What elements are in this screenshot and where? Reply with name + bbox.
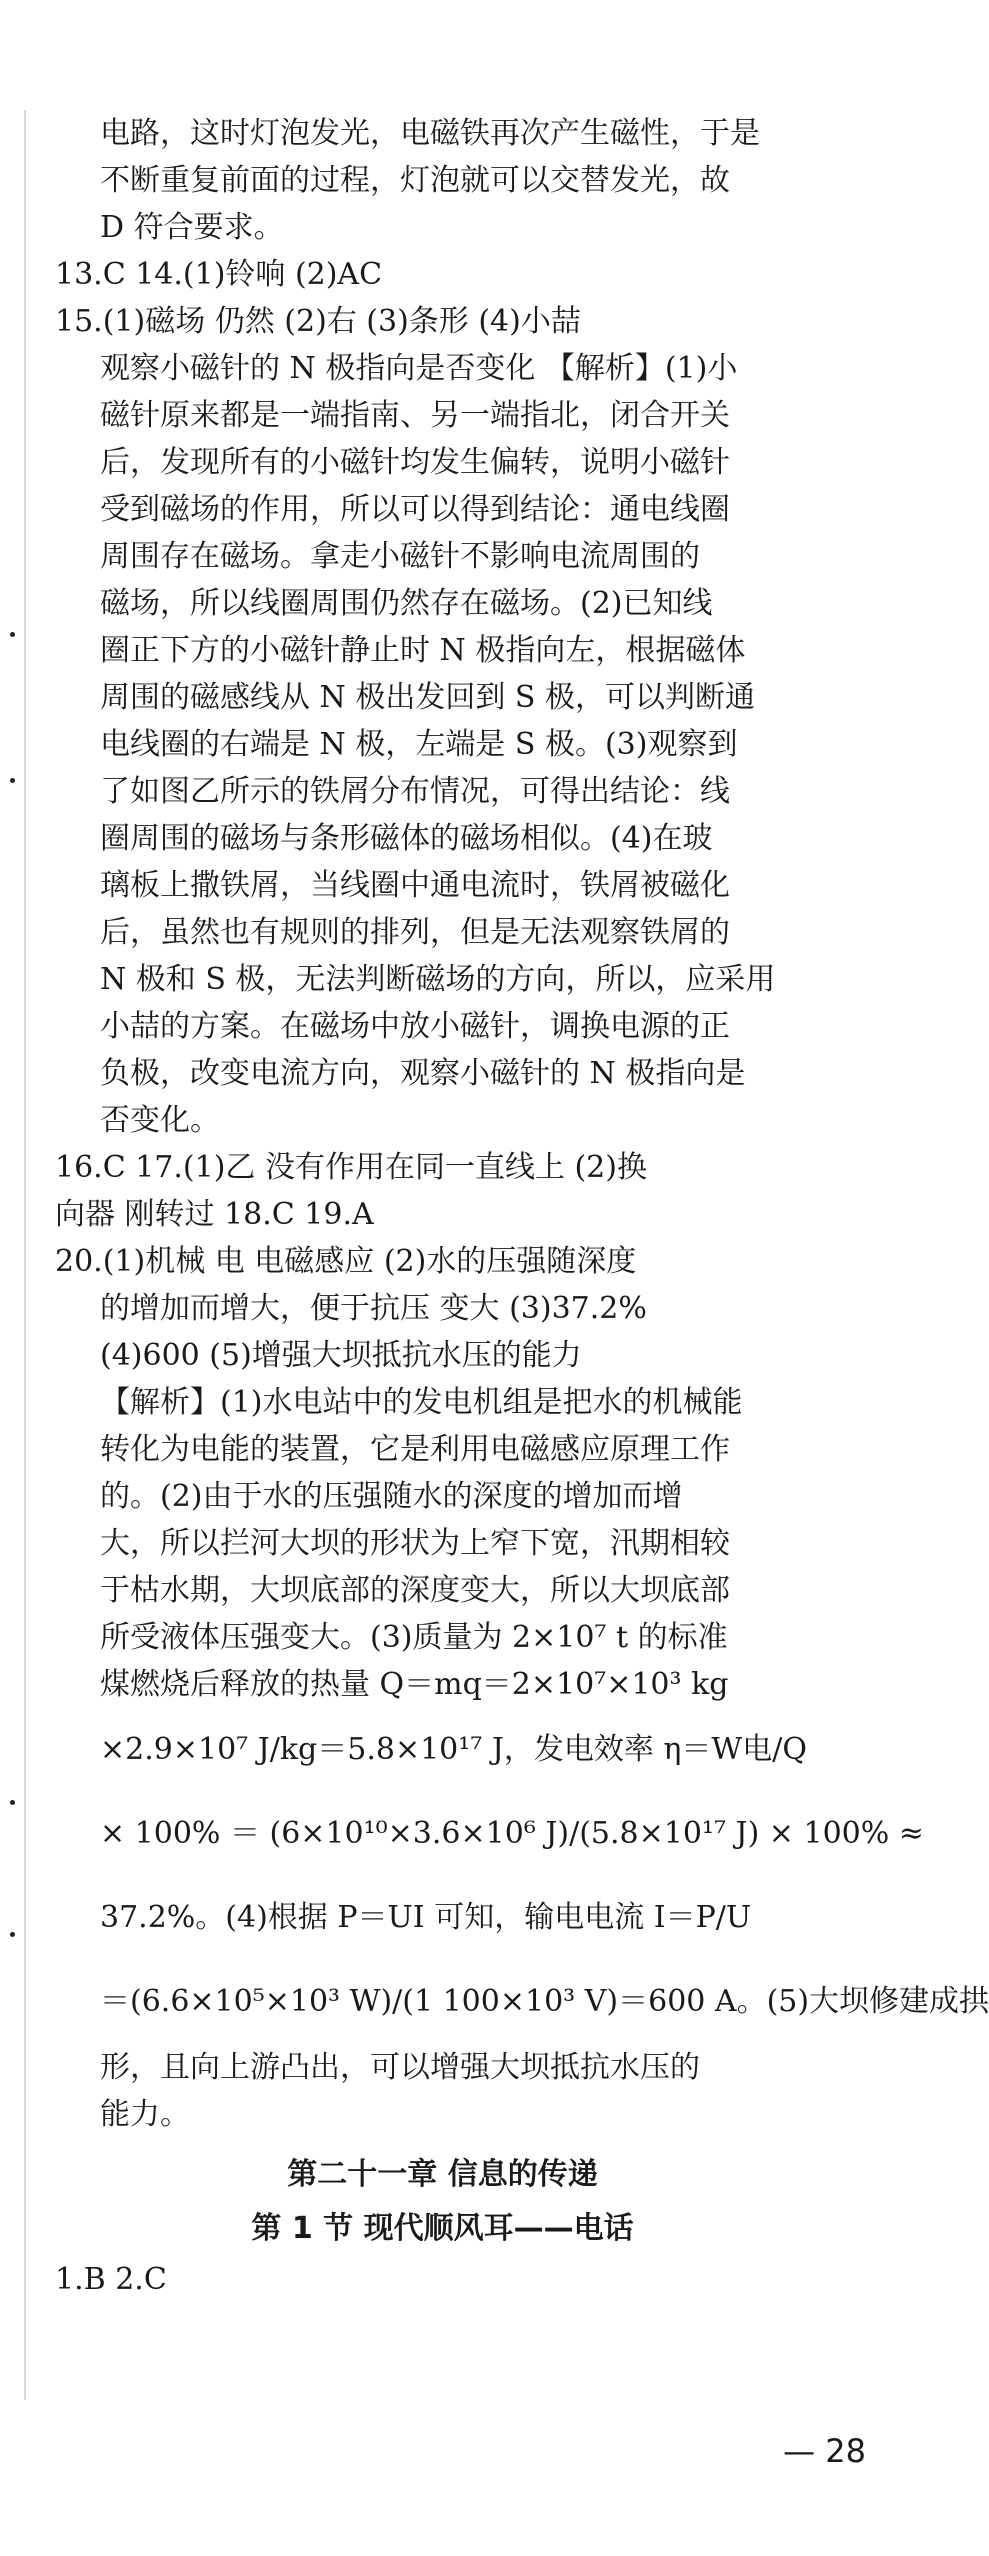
text-line: 所受液体压强变大。(3)质量为 2×10⁷ t 的标准	[100, 1620, 728, 1655]
answer-line: 15.(1)磁场 仍然 (2)右 (3)条形 (4)小喆	[55, 304, 581, 339]
answer-line: 1.B 2.C	[55, 2262, 167, 2297]
text-line: D 符合要求。	[100, 210, 284, 245]
text-line: 向器 刚转过 18.C 19.A	[55, 1197, 374, 1232]
scan-speck	[10, 632, 15, 637]
text-line: 磁针原来都是一端指南、另一端指北，闭合开关	[100, 398, 730, 433]
text-line: 电线圈的右端是 N 极，左端是 S 极。(3)观察到	[100, 727, 738, 762]
text-line: 能力。	[100, 2097, 190, 2132]
text-line: 圈正下方的小磁针静止时 N 极指向左，根据磁体	[100, 633, 746, 668]
formula-line: × 100% ＝ (6×10¹⁰×3.6×10⁶ J)/(5.8×10¹⁷ J) × 100% ≈	[100, 1816, 924, 1851]
left-margin-rule	[24, 110, 26, 2400]
section-title: 第 1 节 现代顺风耳——电话	[251, 2211, 634, 2246]
text-line: (4)600 (5)增强大坝抵抗水压的能力	[100, 1338, 582, 1373]
chapter-title: 第二十一章 信息的传递	[287, 2157, 598, 2192]
text-line: 了如图乙所示的铁屑分布情况，可得出结论：线	[100, 774, 730, 809]
answer-line: 13.C 14.(1)铃响 (2)AC	[55, 257, 383, 292]
text-line: N 极和 S 极，无法判断磁场的方向，所以，应采用	[100, 962, 776, 997]
formula-line: ＝(6.6×10⁵×10³ W)/(1 100×10³ V)＝600 A。(5)大坝修建成拱	[100, 1984, 989, 2019]
formula-line: ×2.9×10⁷ J/kg＝5.8×10¹⁷ J，发电效率 η＝W电/Q	[100, 1732, 807, 1767]
text-line: 转化为电能的装置，它是利用电磁感应原理工作	[100, 1432, 730, 1467]
scan-speck	[10, 1932, 15, 1937]
text-line: 煤燃烧后释放的热量 Q＝mq＝2×10⁷×10³ kg	[100, 1667, 729, 1702]
text-line: 【解析】(1)水电站中的发电机组是把水的机械能	[100, 1385, 743, 1420]
text-line: 否变化。	[100, 1103, 220, 1138]
text-line: 观察小磁针的 N 极指向是否变化 【解析】(1)小	[100, 351, 738, 386]
text-line: 大，所以拦河大坝的形状为上窄下宽，汛期相较	[100, 1526, 730, 1561]
text-line: 电路，这时灯泡发光，电磁铁再次产生磁性，于是	[100, 116, 760, 151]
text-line: 小喆的方案。在磁场中放小磁针，调换电源的正	[100, 1009, 730, 1044]
text-line: 的。(2)由于水的压强随水的深度的增加而增	[100, 1479, 683, 1514]
text-line: 受到磁场的作用，所以可以得到结论：通电线圈	[100, 492, 730, 527]
text-line: 磁场，所以线圈周围仍然存在磁场。(2)已知线	[100, 586, 713, 621]
scan-speck	[10, 778, 15, 783]
answer-line: 16.C 17.(1)乙 没有作用在同一直线上 (2)换	[55, 1150, 647, 1185]
text-line: 璃板上撒铁屑，当线圈中通电流时，铁屑被磁化	[100, 868, 730, 903]
text-line: 的增加而增大，便于抗压 变大 (3)37.2%	[100, 1291, 647, 1326]
answer-text-column	[55, 110, 989, 2303]
text-line: 负极，改变电流方向，观察小磁针的 N 极指向是	[100, 1056, 746, 1091]
text-line: 后，虽然也有规则的排列，但是无法观察铁屑的	[100, 915, 730, 950]
text-line: 圈周围的磁场与条形磁体的磁场相似。(4)在玻	[100, 821, 713, 856]
scan-speck	[10, 1800, 15, 1805]
text-line: 不断重复前面的过程，灯泡就可以交替发光，故	[100, 163, 730, 198]
text-line: 形，且向上游凸出，可以增强大坝抵抗水压的	[100, 2050, 700, 2085]
formula-line: 37.2%。(4)根据 P＝UI 可知，输电电流 I＝P/U	[100, 1900, 752, 1935]
page-number: — 28	[783, 2432, 866, 2470]
text-line: 于枯水期，大坝底部的深度变大，所以大坝底部	[100, 1573, 730, 1608]
text-line: 周围存在磁场。拿走小磁针不影响电流周围的	[100, 539, 700, 574]
text-line: 后，发现所有的小磁针均发生偏转，说明小磁针	[100, 445, 730, 480]
answer-line: 20.(1)机械 电 电磁感应 (2)水的压强随深度	[55, 1244, 637, 1279]
text-line: 周围的磁感线从 N 极出发回到 S 极，可以判断通	[100, 680, 755, 715]
